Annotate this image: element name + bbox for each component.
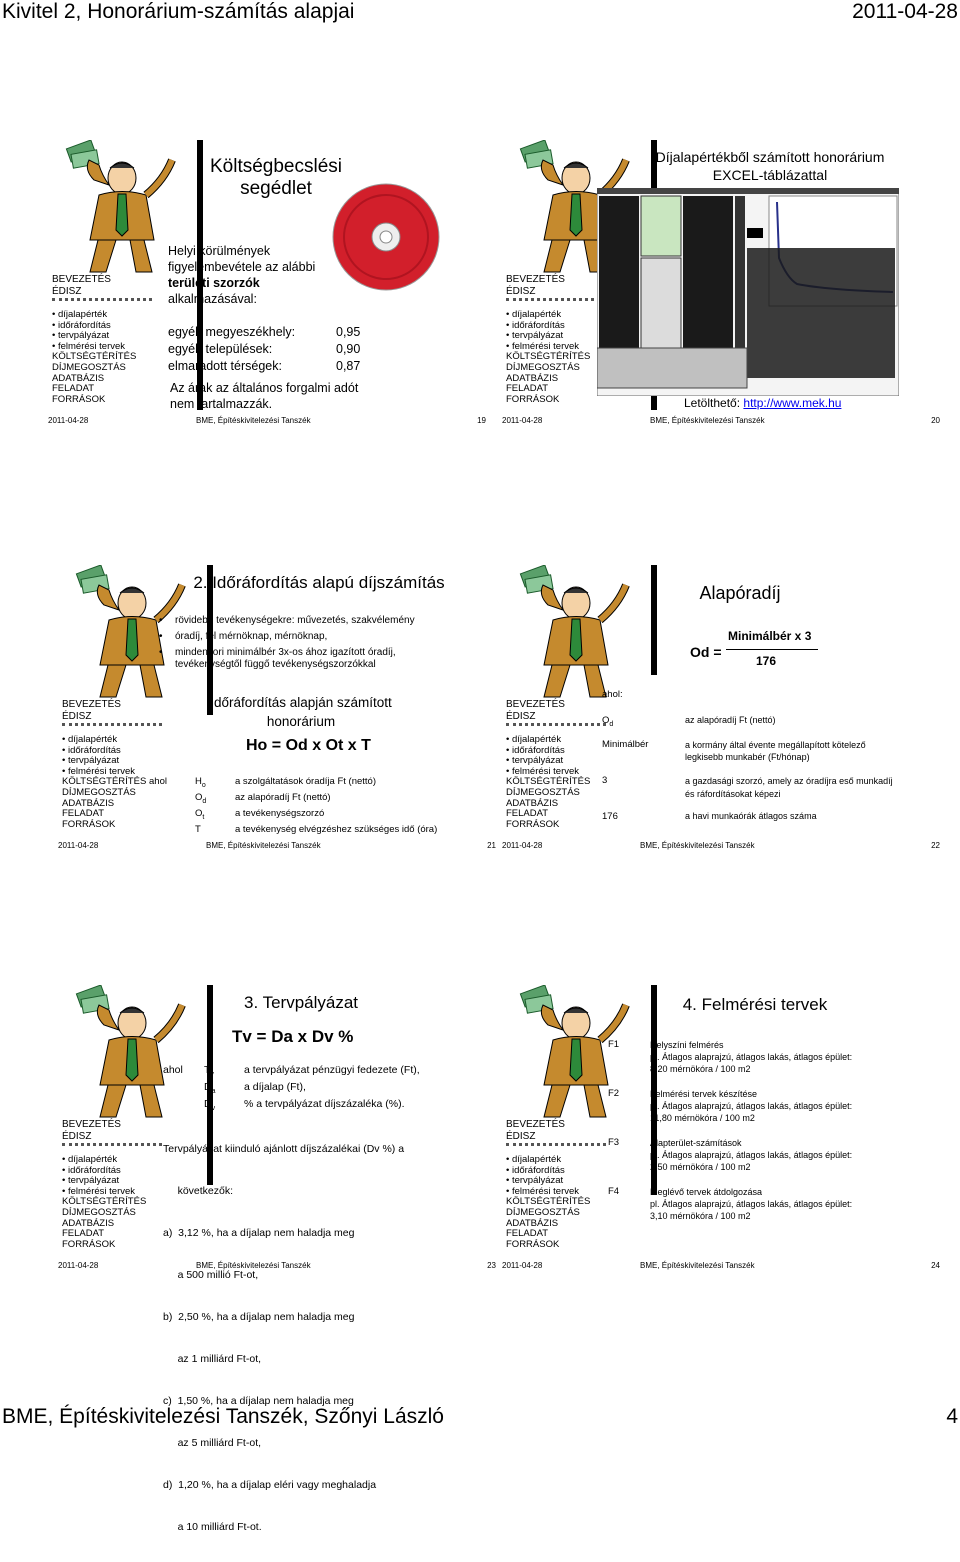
nav-item: • felmérési tervek (62, 765, 136, 777)
definition-row: $O_d$ az alapóradíj Ft (nettó) (195, 791, 331, 805)
nav-item: • felmérési tervek (506, 1185, 580, 1197)
item-block: Helyszíni felmérés pl. Átlagos alaprajzú, átlagos lakás, átlagos épület: 8,20 mérnökóra / 100 m2 (650, 1040, 853, 1074)
bevezetes-label: BEVEZETÉS ÉDISZ (506, 1119, 606, 1146)
nav-item: ADATBÁZIS (506, 797, 559, 809)
nav-item: FORRÁSOK (506, 393, 560, 405)
nav-item: FELADAT (506, 808, 549, 820)
bevezetes-label: BEVEZETÉS ÉDISZ (506, 274, 606, 301)
nav-item: • időráfordítás (52, 319, 111, 331)
mascot-illustration (508, 565, 642, 700)
nav-item: DÍJMEGOSZTÁS (506, 786, 580, 798)
nav-item: • felmérési tervek (506, 765, 580, 777)
bevezetes-label: BEVEZETÉS ÉDISZ (52, 274, 152, 301)
nav-item: • tervpályázat (62, 1175, 120, 1187)
document-title: Kivitel 2, Honorárium-számítás alapjai (2, 0, 355, 23)
definition-row: $O_t$ a tevékenységszorzó (195, 807, 325, 821)
formula: Ho = Od x Ot x T (246, 737, 371, 754)
slide-number: 21 (487, 841, 496, 850)
nav-item: • díjalapérték (52, 309, 108, 320)
nav-item: FELADAT (62, 808, 105, 820)
nav-item: FORRÁSOK (62, 818, 116, 830)
slide-footer: 2011-04-28 BME, Építéskivitelezési Tanszék 19 (48, 416, 486, 425)
nav-item: • díjalapérték (62, 1154, 118, 1165)
nav-item: KÖLTSÉGTÉRÍTÉS (506, 776, 591, 788)
percentages-list: Tervpályázat kiinduló ajánlott díjszázalékai (Dv %) a következők: a) 3,12 %, ha a díjalap nem haladja meg a 500 millió Ft-ot, b) 2,50 %, ha a díjalap nem haladja meg az 1 milliárd Ft-ot, c) 1,50 %, ha a díjalap nem haladja meg az 5 milliárd Ft-ot, d) 1,20 %, ha a díjalap eléri vagy meghaladja a 10 milliárd Ft-ot. (163, 1143, 405, 1533)
definition-text: a kormány által évente megállapított kötelező legkisebb munkabér (Ft/hónap) (685, 740, 866, 762)
nav-item: FORRÁSOK (506, 818, 560, 830)
slide-number: 20 (931, 416, 940, 425)
nav-item: FELADAT (52, 383, 95, 395)
definitions (195, 776, 437, 836)
nav-item: FORRÁSOK (62, 1238, 116, 1250)
nav-item: • időráfordítás (62, 1164, 121, 1176)
item-block: Alapterület-számítások pl. Átlagos alaprajzú, átlagos lakás, átlagos épület: 2,50 mérnökóra / 100 m2 (650, 1138, 853, 1172)
nav-item: KÖLTSÉGTÉRÍTÉS (52, 351, 137, 363)
download-link[interactable]: http://www.mek.hu (743, 396, 842, 410)
footer-author: BME, Építéskivitelezési Tanszék, Szőnyi László (2, 1405, 444, 1428)
item-code: F1 (608, 1039, 620, 1050)
slide-number: 19 (477, 416, 486, 425)
ahol-label: ahol (163, 1064, 183, 1076)
definition-symbol: $O_d$ (602, 715, 614, 728)
slide-nav (52, 310, 136, 405)
ahol-label: ahol (149, 776, 167, 787)
nav-item: FELADAT (62, 1228, 105, 1240)
fraction-bar (726, 649, 818, 650)
nav-item: DÍJMEGOSZTÁS (62, 786, 136, 798)
nav-item: • tervpályázat (62, 755, 120, 767)
definition-text: a gazdasági szorzó, amely az óradíjra eső munkadíj és ráfordításokat képezi (685, 776, 893, 799)
definition-row: $D_v$ % a tervpályázat díjszázaléka (%). (204, 1098, 405, 1113)
nav-item: DÍJMEGOSZTÁS (62, 1206, 136, 1218)
nav-item: FORRÁSOK (52, 393, 106, 405)
slide-sidebar (500, 985, 650, 1275)
item-block: Felmérési tervek készítése pl. Átlagos alaprajzú, átlagos lakás, átlagos épület: 11,80 mérnökóra / 100 m2 (650, 1089, 853, 1123)
bullet-list (159, 615, 459, 675)
subtitle: Időráfordítás alapján számított honorárium (210, 695, 392, 729)
nav-item: • időráfordítás (62, 744, 121, 756)
slide-sidebar (500, 565, 650, 855)
nav-item: FELADAT (506, 1228, 549, 1240)
slide-22: BEVEZETÉS ÉDISZ • díjalapérték • időráfordítás • tervpályázat • felmérési tervek KÖLTSÉGTÉRÍTÉS DÍJMEGOSZTÁS ADATBÁZIS FELADAT FORRÁSOK Alapóradíj Od = Minimálbér x 3 176 ahol: $O_d$ az alapóradíj Ft (nettó) Minimálbér a kormány által évente megállapított kötelező legkisebb munkabér (Ft/hónap) 3 a gazdasági szorzó, amely az óradíjra eső munkadíj és ráfordításokat képezi 176 a havi munkaórák átlagos száma 2011-04-28 BME, Építéskivitelezési Tanszék 22 (500, 565, 940, 855)
multiplier-row: elmaradott térségek: 0,87 (168, 359, 361, 373)
slide-title: 4. Felmérési tervek (682, 995, 828, 1014)
definition-symbol: 176 (602, 811, 618, 822)
nav-item: • díjalapérték (62, 734, 118, 745)
item-code: F2 (608, 1088, 620, 1099)
nav-item: ADATBÁZIS (506, 372, 559, 384)
nav-item: DÍJMEGOSZTÁS (52, 361, 126, 373)
nav-item: • felmérési tervek (62, 1185, 136, 1197)
definition-row: T a tevékenység elvégzéshez szükséges idő (óra) (195, 823, 438, 835)
definition-text: a havi munkaórák átlagos száma (685, 811, 817, 821)
nav-item: ADATBÁZIS (506, 1217, 559, 1229)
multiplier-table (168, 324, 360, 375)
nav-item: FORRÁSOK (506, 1238, 560, 1250)
slide-footer: 2011-04-28 BME, Építéskivitelezési Tanszék 24 (502, 1261, 940, 1270)
nav-item: • felmérési tervek (52, 340, 126, 352)
slide-21 (56, 565, 496, 855)
nav-item: • tervpályázat (506, 755, 564, 767)
page-header (0, 0, 960, 30)
slide-footer: 2011-04-28 BME, Építéskivitelezési Tanszék 23 (58, 1261, 496, 1270)
nav-item: • díjalapérték (506, 1154, 562, 1165)
slide-20 (500, 140, 940, 430)
item-block: Meglévő tervek átdolgozása pl. Átlagos alaprajzú, átlagos lakás, átlagos épület: 3,10 mérnökóra / 100 m2 (650, 1187, 853, 1221)
item-code: F4 (608, 1186, 620, 1197)
slide-nav (506, 310, 590, 405)
definition-row: $T_v$ a tervpályázat pénzügyi fedezete (Ft), (204, 1064, 420, 1079)
definitions (204, 1064, 420, 1115)
bevezetes-label: BEVEZETÉS ÉDISZ (62, 1119, 162, 1146)
document-date: 2011-04-28 (852, 0, 958, 23)
definition-symbol: Minimálbér (602, 739, 649, 750)
slide-number: 22 (931, 841, 940, 850)
multiplier-row: egyéb megyeszékhely: 0,95 (168, 325, 361, 339)
nav-item: • időráfordítás (506, 319, 565, 331)
slide-title: Alapóradíj (699, 583, 781, 603)
slide-title: 2. Időráfordítás alapú díjszámítás (193, 573, 445, 592)
definition-text: az alapóradíj Ft (nettó) (685, 715, 776, 725)
slide-footer: 2011-04-28 BME, Építéskivitelezési Tanszék 20 (502, 416, 940, 425)
definition-row: $D_a$ a díjalap (Ft), (204, 1081, 306, 1096)
slide-24 (500, 985, 940, 1275)
vat-note: Az árak az általános forgalmi adót nem tartalmazzák. (170, 381, 359, 411)
nav-item: • díjalapérték (506, 734, 562, 745)
slide-number: 23 (487, 1261, 496, 1270)
bullet-item: • rövidebb tevékenységekre: művezetés, szakvélemény (159, 615, 459, 627)
slide-nav (62, 735, 146, 830)
nav-item: • időráfordítás (506, 1164, 565, 1176)
nav-item: • felmérési tervek (506, 340, 580, 352)
nav-item: KÖLTSÉGTÉRÍTÉS (506, 351, 591, 363)
mascot-illustration (64, 985, 198, 1120)
excel-screenshot (597, 188, 899, 396)
bevezetes-label: BEVEZETÉS ÉDISZ (506, 699, 606, 726)
mascot-illustration (508, 985, 642, 1120)
nav-item: ADATBÁZIS (62, 1217, 115, 1229)
slide-nav (506, 1155, 590, 1250)
cd-image (331, 182, 441, 292)
nav-item: KÖLTSÉGTÉRÍTÉS (62, 776, 147, 788)
nav-item: • tervpályázat (506, 1175, 564, 1187)
page-footer (0, 1405, 960, 1433)
nav-item: DÍJMEGOSZTÁS (506, 361, 580, 373)
slide-number: 24 (931, 1261, 940, 1270)
slide-footer: 2011-04-28 BME, Építéskivitelezési Tanszék 22 (502, 841, 940, 850)
footer-page-number: 4 (946, 1405, 958, 1428)
download-line: Letölthető: http://www.mek.hu (684, 396, 842, 410)
multiplier-row: egyéb települések: 0,90 (168, 342, 361, 356)
nav-item: KÖLTSÉGTÉRÍTÉS (506, 1196, 591, 1208)
nav-item: ADATBÁZIS (52, 372, 105, 384)
ahol-label: ahol: (602, 689, 623, 700)
slide-title: 3. Tervpályázat (243, 993, 359, 1012)
slide-19 (46, 140, 486, 430)
nav-item: DÍJMEGOSZTÁS (506, 1206, 580, 1218)
intro-text: Helyi körülmények figyelembevétele az alábbi területi szorzók alkalmazásával: (168, 244, 316, 306)
formula: Tv = Da x Dv % (232, 1027, 354, 1046)
slide-nav (62, 1155, 146, 1250)
slide-nav (506, 735, 590, 830)
item-code: F3 (608, 1137, 620, 1148)
slide-sidebar (56, 565, 206, 855)
nav-item: KÖLTSÉGTÉRÍTÉS (62, 1196, 147, 1208)
bullet-item: • óradíj, fél mérnöknap, mérnöknap, (159, 631, 459, 643)
bevezetes-label: BEVEZETÉS ÉDISZ (62, 699, 162, 726)
nav-item: ADATBÁZIS (62, 797, 115, 809)
nav-item: • tervpályázat (52, 330, 110, 342)
slide-divider (651, 565, 657, 675)
slide-title: Díjalapértékből számított honorárium EXCEL-táblázattal (655, 149, 885, 183)
bullet-item: • mindenkori minimálbér 3x-os ához igazított óradíj, tevékenységtől függő tevékenységszorzókkal (159, 647, 459, 671)
nav-item: • tervpályázat (506, 330, 564, 342)
slide-footer: 2011-04-28 BME, Építéskivitelezési Tanszék 21 (58, 841, 496, 850)
nav-item: FELADAT (506, 383, 549, 395)
definition-row: $H_o$ a szolgáltatások óradíja Ft (nettó) (195, 776, 376, 789)
slide-title: Költségbecslési segédlet (209, 156, 343, 199)
nav-item: • időráfordítás (506, 744, 565, 756)
nav-item: • díjalapérték (506, 309, 562, 320)
definition-symbol: 3 (602, 775, 608, 786)
